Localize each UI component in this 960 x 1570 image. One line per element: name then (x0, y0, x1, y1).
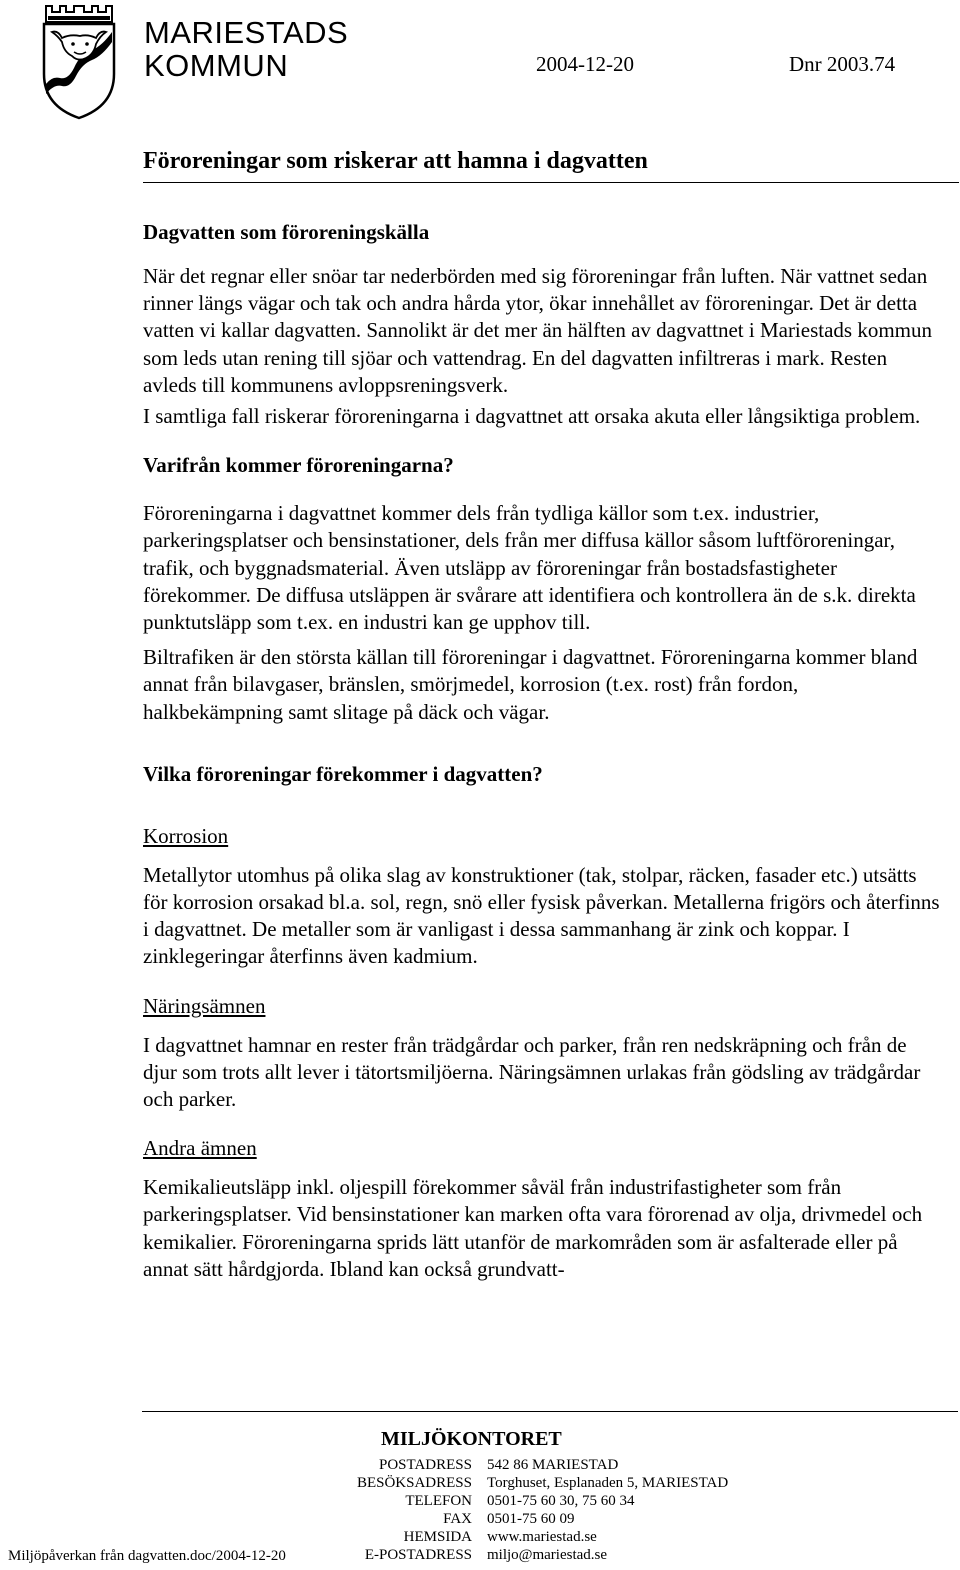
letterhead (0, 0, 960, 130)
contact-value: Torghuset, Esplanaden 5, MARIESTAD (487, 1475, 729, 1491)
subsection-heading-naringsamnen: Näringsämnen (143, 993, 266, 1018)
paragraph: Biltrafiken är den största källan till föroreningar i dagvattnet. Föroreningarna kommer bland annat från bilavgaser, bränslen, smörjmedel, korrosion (t.ex. rost) från fordon, halkbekämpning samt slitage på däck och vägar. (143, 645, 918, 724)
section-heading: Varifrån kommer föroreningarna? (143, 453, 454, 478)
org-name-line1: MARIESTADS (144, 15, 349, 50)
contact-label: HEMSIDA (403, 1529, 472, 1545)
contact-label: FAX (443, 1511, 472, 1527)
paragraph: När det regnar eller snöar tar nederbörden med sig föroreningar från luften. När vattnet sedan rinner längs vägar och tak och andra hårda ytor, ökar innehållet av föroreningar. Det är detta vatten vi kallar dagvatten. Sannolikt är det mer än hälften av dagvattnet i Mariestads kommun som leds utan rening till sjöar och vattendrag. En del dagvatten infiltreras i mark. Resten avleds till kommunens avloppsreningsverk. (143, 264, 933, 397)
document-reference: Dnr 2003.74 (789, 52, 896, 76)
document-body (143, 146, 943, 1283)
contact-label: POSTADRESS (379, 1457, 472, 1473)
footer-office-name: MILJÖKONTORET (381, 1428, 562, 1450)
subsection-heading-korrosion: Korrosion (143, 823, 229, 848)
municipal-coat-of-arms-icon (40, 2, 118, 120)
section-heading: Vilka föroreningar förekommer i dagvatten? (143, 761, 543, 786)
page-title: Föroreningar som riskerar att hamna i dagvatten (143, 146, 959, 183)
paragraph: I samtliga fall riskerar föroreningarna i dagvattnet att orsaka akuta eller långsiktiga problem. (143, 404, 921, 429)
contact-row (0, 1529, 960, 1547)
contact-row (0, 1457, 960, 1475)
organization-name (144, 16, 348, 82)
paragraph: Kemikalieutsläpp inkl. oljespill förekommer såväl från industrifastigheter som från parkeringsplatser. Vid bensinstationer kan marken ofta vara förorenad av olja, drivmedel och kemikalier. Föroreningarna sprids lätt utanför de markområden som är asfalterade eller på annat sätt hårdgjorda. Ibland kan också grundvatt- (143, 1175, 923, 1281)
contact-label: TELEFON (405, 1493, 472, 1509)
website-link[interactable]: www.mariestad.se (487, 1529, 597, 1545)
contact-row (0, 1493, 960, 1511)
paragraph: Metallytor utomhus på olika slag av konstruktioner (tak, stolpar, räcken, fasader etc.) utsätts för korrosion orsakad bl.a. sol, regn, snö eller fysisk påverkan. Metallerna frigörs och återfinns i dagvattnet. De metaller som är vanligast i dessa sammanhang är zink och koppar. I zinklegeringar återfinns även kadmium. (143, 862, 940, 969)
contact-value: 0501-75 60 09 (487, 1511, 575, 1527)
email-link[interactable]: miljo@mariestad.se (487, 1547, 608, 1563)
subsection-heading-andra-amnen: Andra ämnen (143, 1136, 257, 1161)
footer-filename: Miljöpåverkan från dagvatten.doc/2004-12-20 (8, 1548, 286, 1564)
paragraph: I dagvattnet hamnar en rester från trädgårdar och parker, från ren nedskräpning och från de djur som trots allt lever i tätortsmiljöerna. Näringsämnen urlakas från gödsling av trädgårdar och parker. (143, 1032, 921, 1112)
contact-label: E-POSTADRESS (364, 1547, 472, 1563)
contact-row (0, 1511, 960, 1529)
footer-divider (142, 1411, 958, 1412)
contact-value: 0501-75 60 30, 75 60 34 (487, 1493, 635, 1509)
paragraph: Föroreningarna i dagvattnet kommer dels från tydliga källor som t.ex. industrier, parkeringsplatser och bensinstationer, dels från mer diffusa källor såsom luftföroreningar, trafik, och byggnadsmaterial. Även utsläpp av föroreningar från bostadsfastigheter förekommer. De diffusa utsläppen är svårare att identifiera och kontrollera än de s.k. direkta punktutsläpp som t.ex. en industri kan ge upphov till. (143, 501, 916, 635)
org-name-line2: KOMMUN (144, 48, 289, 83)
contact-label: BESÖKSADRESS (356, 1475, 472, 1491)
section-heading: Dagvatten som föroreningskälla (143, 220, 430, 244)
contact-row (0, 1475, 960, 1493)
document-date: 2004-12-20 (536, 52, 634, 76)
contact-value: 542 86 MARIESTAD (487, 1457, 619, 1473)
